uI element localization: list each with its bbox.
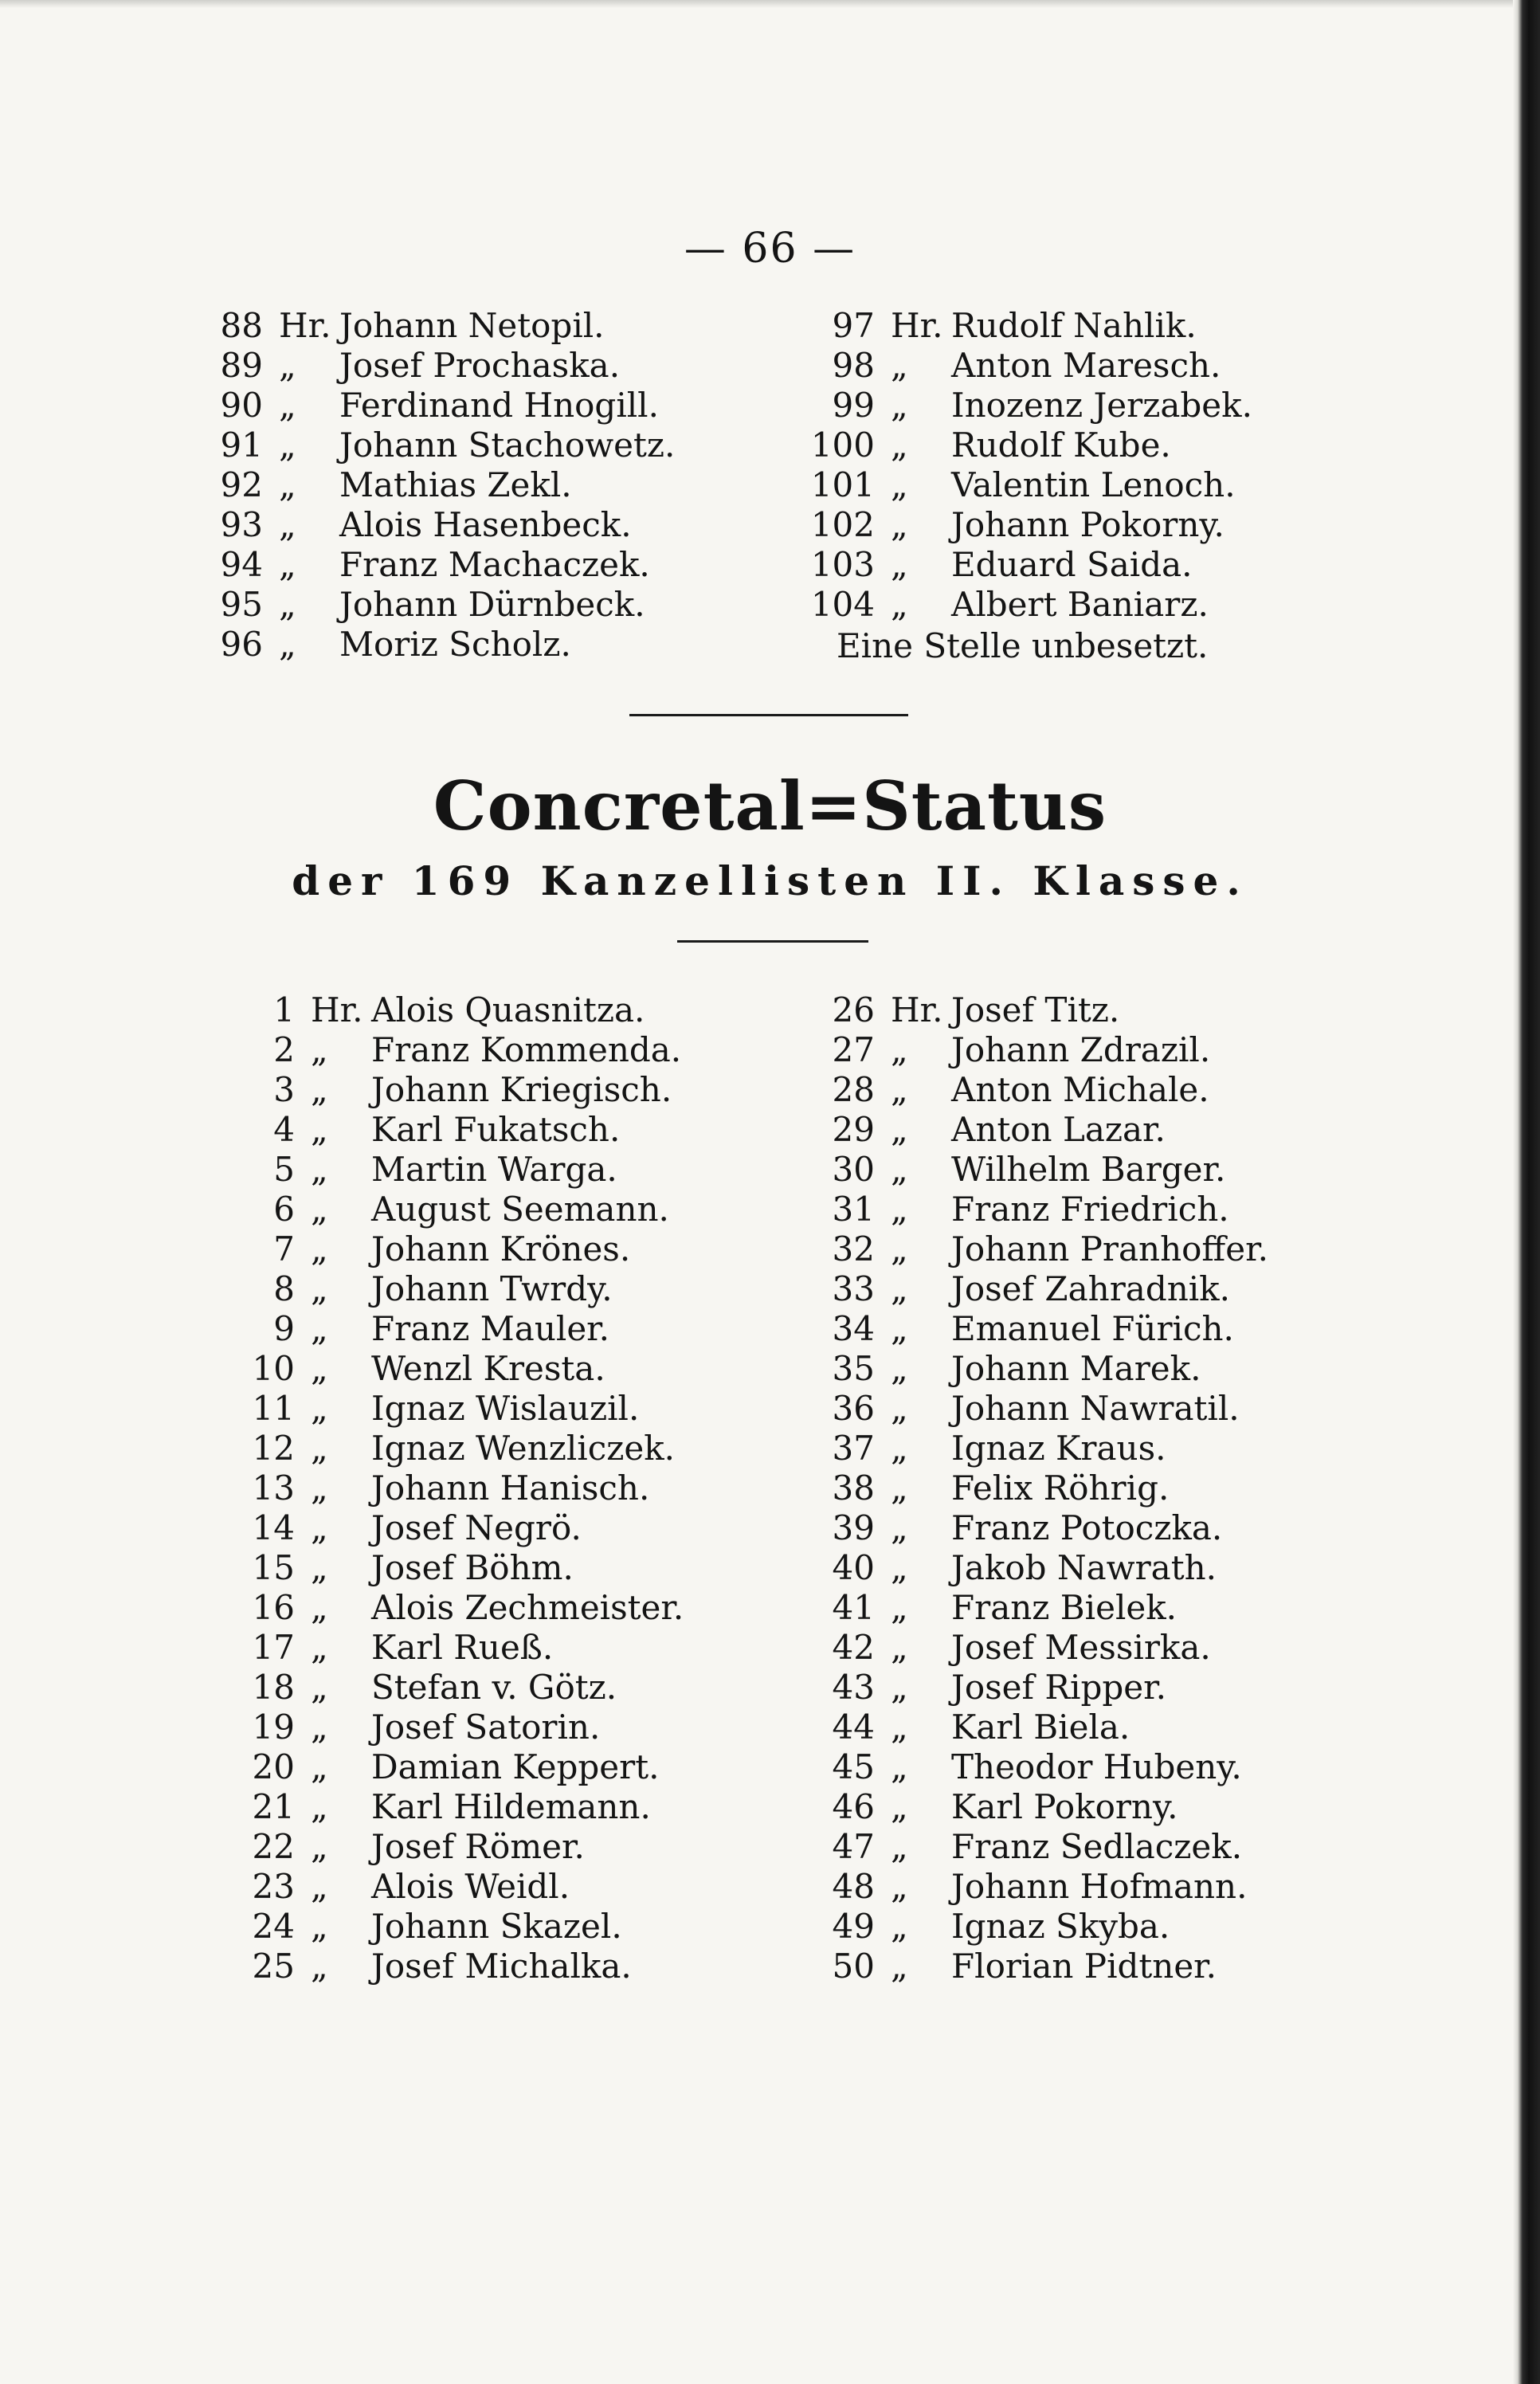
list-item xyxy=(771,1827,1377,1867)
person-name: Franz Mauler. xyxy=(371,1309,609,1348)
person-name: Rudolf Nahlik. xyxy=(951,306,1197,345)
person-name: Karl Pokorny. xyxy=(951,1787,1178,1826)
honorific: „ xyxy=(891,1349,908,1388)
honorific: „ xyxy=(891,545,908,584)
honorific: „ xyxy=(311,1150,328,1189)
entry-number: 49 xyxy=(832,1907,875,1946)
person-name: August Seemann. xyxy=(371,1190,669,1229)
list-item xyxy=(771,346,1377,386)
list-item xyxy=(771,465,1377,505)
person-name: Josef Römer. xyxy=(371,1827,585,1866)
list-item xyxy=(212,990,801,1030)
person-name: Karl Hildemann. xyxy=(371,1787,651,1826)
entry-number: 10 xyxy=(252,1349,295,1388)
entry-number: 27 xyxy=(832,1030,875,1069)
person-name: Martin Warga. xyxy=(371,1150,617,1189)
entry-number: 1 xyxy=(273,990,295,1029)
honorific: „ xyxy=(279,465,296,504)
person-name: Johann Marek. xyxy=(951,1349,1201,1388)
honorific: „ xyxy=(311,1110,328,1149)
person-name: Johann Hofmann. xyxy=(951,1867,1248,1906)
honorific: „ xyxy=(279,545,296,584)
entry-number: 13 xyxy=(252,1468,295,1508)
honorific: „ xyxy=(311,1229,328,1268)
person-name: Stefan v. Götz. xyxy=(371,1668,617,1707)
person-name: Alois Quasnitza. xyxy=(371,990,645,1029)
entry-number: 5 xyxy=(273,1150,295,1189)
person-name: Johann Hanisch. xyxy=(371,1468,650,1508)
person-name: Valentin Lenoch. xyxy=(951,465,1236,504)
entry-number: 16 xyxy=(252,1588,295,1627)
honorific: „ xyxy=(891,1070,908,1109)
person-name: Damian Keppert. xyxy=(371,1747,660,1786)
person-name: Ferdinand Hnogill. xyxy=(339,386,659,425)
entry-number: 18 xyxy=(252,1668,295,1707)
list-item xyxy=(771,1110,1377,1150)
honorific: „ xyxy=(891,386,908,425)
honorific: Hr. xyxy=(279,306,331,345)
list-item xyxy=(212,1030,801,1070)
list-item xyxy=(771,1070,1377,1110)
person-name: Franz Machaczek. xyxy=(339,545,650,584)
entry-number: 23 xyxy=(252,1867,295,1906)
honorific: „ xyxy=(311,1708,328,1747)
list-item xyxy=(212,1548,801,1588)
honorific: „ xyxy=(311,1668,328,1707)
list-item xyxy=(212,1349,801,1389)
honorific: „ xyxy=(891,1229,908,1268)
honorific: „ xyxy=(311,1190,328,1229)
list-item xyxy=(212,1070,801,1110)
honorific: „ xyxy=(311,1389,328,1428)
list-item xyxy=(180,465,786,505)
entry-number: 99 xyxy=(832,386,875,425)
page-binding-edge xyxy=(1513,0,1540,2384)
honorific: „ xyxy=(891,1309,908,1348)
entry-number: 20 xyxy=(252,1747,295,1786)
entry-number: 104 xyxy=(810,585,875,624)
page-number: — 66 — xyxy=(684,225,856,273)
list-item xyxy=(180,306,786,346)
entry-number: 92 xyxy=(220,465,263,504)
person-name: Josef Satorin. xyxy=(371,1708,601,1747)
honorific: „ xyxy=(891,585,908,624)
entry-number: 19 xyxy=(252,1708,295,1747)
honorific: „ xyxy=(891,1429,908,1468)
honorific: Hr. xyxy=(891,990,943,1029)
entry-number: 24 xyxy=(252,1907,295,1946)
honorific: „ xyxy=(891,505,908,544)
list-item xyxy=(771,1309,1377,1349)
honorific: „ xyxy=(891,1548,908,1587)
honorific: „ xyxy=(311,1548,328,1587)
honorific: „ xyxy=(891,1110,908,1149)
honorific: „ xyxy=(311,1508,328,1547)
list-item xyxy=(212,1429,801,1468)
person-name: Johann Skazel. xyxy=(371,1907,622,1946)
list-item xyxy=(771,545,1377,585)
person-name: Josef Messirka. xyxy=(951,1628,1211,1667)
entry-number: 9 xyxy=(273,1309,295,1348)
list-item xyxy=(180,585,786,625)
list-item xyxy=(771,1030,1377,1070)
list-item xyxy=(212,1787,801,1827)
list-item xyxy=(212,1708,801,1747)
entry-number: 33 xyxy=(832,1269,875,1308)
person-name: Franz Bielek. xyxy=(951,1588,1178,1627)
entry-number: 45 xyxy=(832,1747,875,1786)
entry-number: 43 xyxy=(832,1668,875,1707)
page-subtitle: der 169 Kanzellisten II. Klasse. xyxy=(292,857,1248,904)
honorific: „ xyxy=(311,1588,328,1627)
list-item xyxy=(771,306,1377,346)
list-item xyxy=(212,1229,801,1269)
list-item xyxy=(180,386,786,425)
entry-number: 28 xyxy=(832,1070,875,1109)
entry-number: 35 xyxy=(832,1349,875,1388)
list-item xyxy=(212,1867,801,1907)
person-name: Inozenz Jerzabek. xyxy=(951,386,1252,425)
entry-number: 90 xyxy=(220,386,263,425)
list-item xyxy=(771,1708,1377,1747)
person-name: Josef Böhm. xyxy=(371,1548,574,1587)
list-item xyxy=(771,1190,1377,1229)
person-name: Emanuel Fürich. xyxy=(951,1309,1234,1348)
honorific: „ xyxy=(311,1030,328,1069)
honorific: „ xyxy=(279,346,296,385)
person-name: Johann Pranhoffer. xyxy=(951,1229,1268,1268)
honorific: „ xyxy=(311,1787,328,1826)
entry-number: 31 xyxy=(832,1190,875,1229)
list-item xyxy=(180,346,786,386)
list-item xyxy=(212,1190,801,1229)
list-item xyxy=(771,585,1377,625)
honorific: „ xyxy=(311,1867,328,1906)
bottom-right-list xyxy=(771,990,1377,1986)
entry-number: 11 xyxy=(252,1389,295,1428)
list-item xyxy=(212,1150,801,1190)
list-item xyxy=(180,545,786,585)
list-item xyxy=(771,505,1377,545)
list-item xyxy=(771,1389,1377,1429)
person-name: Johann Dürnbeck. xyxy=(339,585,645,624)
person-name: Albert Baniarz. xyxy=(951,585,1209,624)
vacancy-note: Eine Stelle unbesetzt. xyxy=(837,626,1209,665)
honorific: „ xyxy=(311,1070,328,1109)
person-name: Felix Röhrig. xyxy=(951,1468,1170,1508)
honorific: „ xyxy=(311,1907,328,1946)
person-name: Anton Maresch. xyxy=(951,346,1221,385)
person-name: Florian Pidtner. xyxy=(951,1947,1217,1986)
list-item xyxy=(771,1787,1377,1827)
list-item xyxy=(212,1628,801,1668)
entry-number: 100 xyxy=(810,425,875,465)
honorific: „ xyxy=(279,505,296,544)
honorific: „ xyxy=(891,1508,908,1547)
list-item xyxy=(771,1269,1377,1309)
list-item xyxy=(212,1668,801,1708)
honorific: „ xyxy=(311,1349,328,1388)
honorific: „ xyxy=(311,1827,328,1866)
honorific: „ xyxy=(891,465,908,504)
list-item xyxy=(771,386,1377,425)
honorific: „ xyxy=(311,1947,328,1986)
entry-number: 6 xyxy=(273,1190,295,1229)
entry-number: 39 xyxy=(832,1508,875,1547)
honorific: „ xyxy=(891,1150,908,1189)
entry-number: 38 xyxy=(832,1468,875,1508)
bottom-left-list xyxy=(212,990,801,1986)
entry-number: 98 xyxy=(832,346,875,385)
divider-rule xyxy=(629,714,908,716)
honorific: „ xyxy=(891,1747,908,1786)
list-item xyxy=(771,1588,1377,1628)
entry-number: 46 xyxy=(832,1787,875,1826)
entry-number: 21 xyxy=(252,1787,295,1826)
entry-number: 22 xyxy=(252,1827,295,1866)
person-name: Wilhelm Barger. xyxy=(951,1150,1226,1189)
list-item xyxy=(212,1827,801,1867)
person-name: Josef Ripper. xyxy=(951,1668,1166,1707)
person-name: Franz Sedlaczek. xyxy=(951,1827,1243,1866)
person-name: Josef Michalka. xyxy=(371,1947,632,1986)
entry-number: 103 xyxy=(810,545,875,584)
person-name: Karl Rueß. xyxy=(371,1628,554,1667)
list-item xyxy=(771,425,1377,465)
person-name: Johann Twrdy. xyxy=(371,1269,613,1308)
entry-number: 17 xyxy=(252,1628,295,1667)
entry-number: 95 xyxy=(220,585,263,624)
person-name: Alois Hasenbeck. xyxy=(339,505,632,544)
person-name: Karl Fukatsch. xyxy=(371,1110,621,1149)
honorific: „ xyxy=(311,1429,328,1468)
person-name: Karl Biela. xyxy=(951,1708,1131,1747)
person-name: Josef Prochaska. xyxy=(339,346,621,385)
entry-number: 30 xyxy=(832,1150,875,1189)
list-item xyxy=(212,1110,801,1150)
list-item xyxy=(212,1468,801,1508)
entry-number: 26 xyxy=(832,990,875,1029)
entry-number: 102 xyxy=(810,505,875,544)
honorific: „ xyxy=(891,1708,908,1747)
person-name: Josef Zahradnik. xyxy=(951,1269,1230,1308)
honorific: „ xyxy=(891,425,908,465)
honorific: „ xyxy=(891,1867,908,1906)
list-item xyxy=(212,1269,801,1309)
list-item xyxy=(212,1389,801,1429)
list-item xyxy=(771,1548,1377,1588)
entry-number: 48 xyxy=(832,1867,875,1906)
entry-number: 47 xyxy=(832,1827,875,1866)
list-item xyxy=(212,1747,801,1787)
person-name: Mathias Zekl. xyxy=(339,465,572,504)
list-item xyxy=(771,1429,1377,1468)
honorific: „ xyxy=(279,625,296,664)
honorific: „ xyxy=(891,1668,908,1707)
person-name: Franz Potoczka. xyxy=(951,1508,1223,1547)
entry-number: 97 xyxy=(832,306,875,345)
honorific: „ xyxy=(891,1907,908,1946)
honorific: „ xyxy=(891,1030,908,1069)
entry-number: 2 xyxy=(273,1030,295,1069)
entry-number: 94 xyxy=(220,545,263,584)
list-item xyxy=(212,1508,801,1548)
honorific: „ xyxy=(891,1947,908,1986)
entry-number: 8 xyxy=(273,1269,295,1308)
person-name: Johann Pokorny. xyxy=(951,505,1225,544)
entry-number: 91 xyxy=(220,425,263,465)
honorific: „ xyxy=(279,585,296,624)
person-name: Eduard Saida. xyxy=(951,545,1193,584)
honorific: „ xyxy=(891,1468,908,1508)
entry-number: 101 xyxy=(810,465,875,504)
list-item xyxy=(771,1947,1377,1986)
list-item xyxy=(180,425,786,465)
entry-number: 29 xyxy=(832,1110,875,1149)
entry-number: 7 xyxy=(273,1229,295,1268)
person-name: Johann Stachowetz. xyxy=(339,425,676,465)
honorific: „ xyxy=(891,1389,908,1428)
entry-number: 32 xyxy=(832,1229,875,1268)
list-item xyxy=(771,1668,1377,1708)
person-name: Alois Weidl. xyxy=(371,1867,570,1906)
person-name: Johann Krönes. xyxy=(371,1229,631,1268)
divider-rule xyxy=(677,940,868,943)
person-name: Johann Netopil. xyxy=(339,306,605,345)
person-name: Johann Zdrazil. xyxy=(951,1030,1211,1069)
top-left-list xyxy=(180,306,786,665)
list-item xyxy=(771,1229,1377,1269)
list-item xyxy=(212,1309,801,1349)
list-item xyxy=(771,1468,1377,1508)
honorific: „ xyxy=(891,1588,908,1627)
person-name: Moriz Scholz. xyxy=(339,625,571,664)
person-name: Josef Titz. xyxy=(951,990,1120,1029)
entry-number: 89 xyxy=(220,346,263,385)
list-item xyxy=(212,1588,801,1628)
person-name: Anton Michale. xyxy=(951,1070,1209,1109)
entry-number: 50 xyxy=(832,1947,875,1986)
honorific: „ xyxy=(311,1309,328,1348)
entry-number: 14 xyxy=(252,1508,295,1547)
page-title: Concretal=Status xyxy=(433,767,1107,845)
honorific: „ xyxy=(279,425,296,465)
page-top-edge xyxy=(0,0,1540,8)
person-name: Ignaz Wenzliczek. xyxy=(371,1429,675,1468)
entry-number: 44 xyxy=(832,1708,875,1747)
honorific: „ xyxy=(891,1628,908,1667)
list-item xyxy=(771,1628,1377,1668)
entry-number: 40 xyxy=(832,1548,875,1587)
list-item xyxy=(212,1947,801,1986)
person-name: Franz Friedrich. xyxy=(951,1190,1229,1229)
list-item xyxy=(180,625,786,665)
honorific: „ xyxy=(891,1827,908,1866)
honorific: „ xyxy=(311,1747,328,1786)
person-name: Johann Nawratil. xyxy=(951,1389,1240,1428)
list-item xyxy=(771,1867,1377,1907)
list-item xyxy=(771,1508,1377,1548)
person-name: Ignaz Kraus. xyxy=(951,1429,1166,1468)
list-item xyxy=(212,1907,801,1947)
list-item xyxy=(771,1150,1377,1190)
entry-number: 34 xyxy=(832,1309,875,1348)
honorific: „ xyxy=(891,1269,908,1308)
person-name: Ignaz Wislauzil. xyxy=(371,1389,640,1428)
entry-number: 42 xyxy=(832,1628,875,1667)
list-item xyxy=(771,1349,1377,1389)
entry-number: 12 xyxy=(252,1429,295,1468)
list-item xyxy=(180,505,786,545)
entry-number: 41 xyxy=(832,1588,875,1627)
person-name: Rudolf Kube. xyxy=(951,425,1171,465)
entry-number: 96 xyxy=(220,625,263,664)
top-right-list xyxy=(771,306,1377,625)
list-item xyxy=(771,1907,1377,1947)
honorific: „ xyxy=(891,1787,908,1826)
person-name: Alois Zechmeister. xyxy=(371,1588,684,1627)
honorific: „ xyxy=(279,386,296,425)
list-item xyxy=(771,1747,1377,1787)
person-name: Anton Lazar. xyxy=(951,1110,1166,1149)
entry-number: 25 xyxy=(252,1947,295,1986)
person-name: Jakob Nawrath. xyxy=(951,1548,1217,1587)
entry-number: 88 xyxy=(220,306,263,345)
honorific: Hr. xyxy=(891,306,943,345)
honorific: „ xyxy=(311,1628,328,1667)
entry-number: 36 xyxy=(832,1389,875,1428)
person-name: Franz Kommenda. xyxy=(371,1030,682,1069)
person-name: Johann Kriegisch. xyxy=(371,1070,672,1109)
entry-number: 15 xyxy=(252,1548,295,1587)
person-name: Ignaz Skyba. xyxy=(951,1907,1170,1946)
list-item xyxy=(771,990,1377,1030)
honorific: „ xyxy=(891,346,908,385)
entry-number: 4 xyxy=(273,1110,295,1149)
honorific: „ xyxy=(311,1269,328,1308)
entry-number: 37 xyxy=(832,1429,875,1468)
person-name: Theodor Hubeny. xyxy=(951,1747,1242,1786)
entry-number: 93 xyxy=(220,505,263,544)
entry-number: 3 xyxy=(273,1070,295,1109)
honorific: „ xyxy=(311,1468,328,1508)
person-name: Wenzl Kresta. xyxy=(371,1349,605,1388)
person-name: Josef Negrö. xyxy=(371,1508,582,1547)
honorific: Hr. xyxy=(311,990,363,1029)
honorific: „ xyxy=(891,1190,908,1229)
